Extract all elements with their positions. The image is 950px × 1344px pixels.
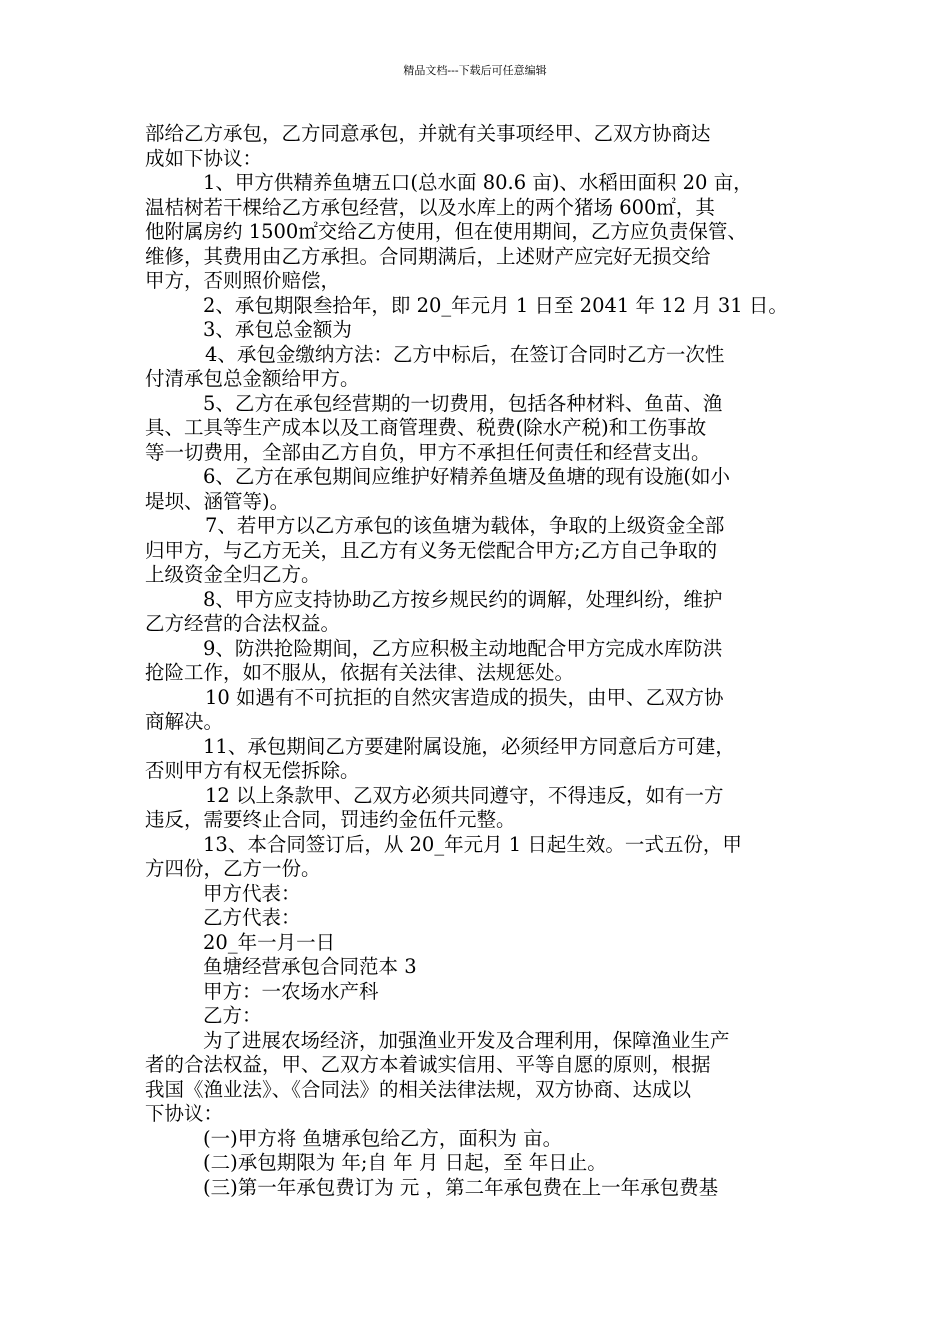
clause-5: 5、乙方在承包经营期的一切费用，包括各种材料、鱼苗、渔: [203, 391, 723, 415]
text-line: 方四份，乙方一份。: [145, 857, 321, 880]
clause-9: 9、防洪抢险期间，乙方应积极主动地配合甲方完成水库防洪: [203, 636, 723, 660]
clause-1: 1、甲方供精养鱼塘五口(总水面 80.6 亩)、水稻田面积 20 亩，: [203, 171, 753, 194]
clause-7: 7、若甲方以乙方承包的该鱼塘为载体，争取的上级资金全部: [205, 514, 725, 537]
text-line: 付清承包总金额给甲方。: [145, 367, 360, 390]
clause-10: 10 如遇有不可抗拒的自然灾害造成的损失，由甲、乙双方协: [205, 685, 724, 709]
text-line: 成如下协议：: [145, 146, 263, 170]
clause-3: 3、承包总金额为: [203, 318, 352, 341]
text-line: 者的合法权益，甲、乙双方本着诚实信用、平等自愿的原则，根据: [145, 1053, 711, 1076]
text-line: 他附属房约 1500㎡交给乙方使用，但在使用期间，乙方应负责保管、: [145, 220, 747, 243]
article-3: (三)第一年承包费订为 元 ，第二年承包费在上一年承包费基: [203, 1175, 719, 1199]
party-b: 乙方：: [203, 1004, 262, 1027]
text-line: 堤坝、涵管等)。: [145, 489, 290, 513]
text-line: 等一切费用，全部由乙方自负，甲方不承担任何责任和经营支出。: [145, 440, 711, 464]
text-line: 维修，其费用由乙方承担。合同期满后，上述财产应完好无损交给: [145, 244, 711, 268]
article-1: (一)甲方将 鱼塘承包给乙方，面积为 亩。: [203, 1126, 563, 1150]
clause-8: 8、甲方应支持协助乙方按乡规民约的调解，处理纠纷，维护: [203, 587, 723, 611]
text-line: 商解决。: [145, 710, 224, 733]
text-line: 我国《渔业法》、《合同法》的相关法律法规，双方协商、达成以: [145, 1077, 692, 1101]
clause-11: 11、承包期间乙方要建附属设施，必须经甲方同意后方可建，: [203, 734, 735, 758]
text-line: 抢险工作，如不服从，依据有关法律、法规惩处。: [145, 661, 575, 684]
text-line: 部给乙方承包，乙方同意承包，并就有关事项经甲、乙双方协商达: [145, 122, 711, 145]
text-line: 乙方经营的合法权益。: [145, 612, 341, 635]
text-line: 下协议：: [145, 1102, 224, 1125]
text-line: 违反，需要终止合同，罚违约金伍仟元整。: [145, 808, 516, 831]
party-b-representative: 乙方代表：: [203, 906, 301, 929]
text-line: 否则甲方有权无偿拆除。: [145, 759, 360, 782]
article-2: (二)承包期限为 年;自 年 月 日起，至 年日止。: [203, 1151, 607, 1174]
clause-2: 2、承包期限叁拾年，即 20_年元月 1 日至 2041 年 12 月 31 日。: [203, 293, 788, 317]
clause-12: 12 以上条款甲、乙双方必须共同遵守，不得违反，如有一方: [205, 783, 724, 807]
text-line: 上级资金全归乙方。: [145, 563, 321, 586]
text-line: 归甲方，与乙方无关，且乙方有义务无偿配合甲方;乙方自己争取的: [145, 538, 718, 562]
preamble: 为了进展农场经济，加强渔业开发及合理利用，保障渔业生产: [203, 1028, 730, 1052]
text-line: 温桔树若干棵给乙方承包经营，以及水库上的两个猪场 600㎡，其: [145, 195, 715, 219]
document-body: [145, 122, 811, 1200]
page-header: 精品文档---下载后可任意编辑: [403, 64, 547, 77]
signing-date: 20_年一月一日: [203, 930, 336, 954]
party-a-representative: 甲方代表：: [203, 881, 301, 905]
clause-4: 4、承包金缴纳方法：乙方中标后，在签订合同时乙方一次性: [205, 342, 725, 366]
clause-6: 6、乙方在承包期间应维护好精养鱼塘及鱼塘的现有设施(如小: [203, 465, 731, 488]
text-line: 甲方，否则照价赔偿，: [145, 269, 341, 292]
party-a: 甲方：一农场水产科: [203, 979, 379, 1003]
section-title: 鱼塘经营承包合同范本 3: [203, 955, 417, 978]
text-line: 具、工具等生产成本以及工商管理费、税费(除水产税)和工伤事故: [145, 416, 707, 439]
clause-13: 13、本合同签订后，从 20_年元月 1 日起生效。一式五份，甲: [203, 832, 742, 856]
